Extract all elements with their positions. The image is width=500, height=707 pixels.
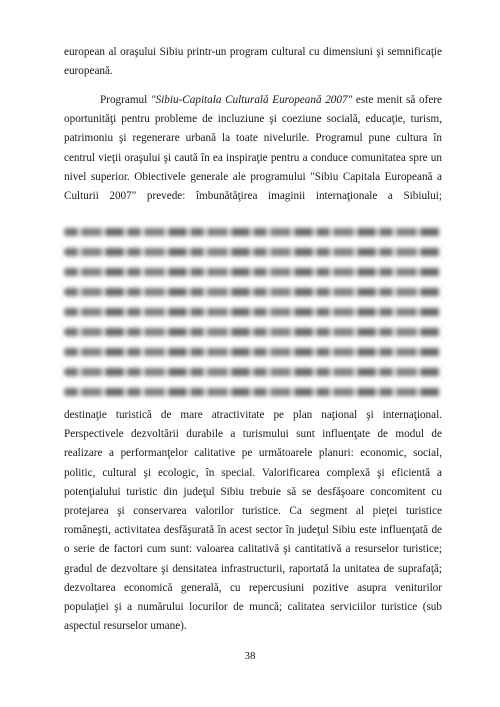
text-line: populaţiei şi a numărului locurilor de muncă; calitatea serviciilor turistice (sub: [64, 601, 442, 614]
text-fragment: este menit să ofere: [352, 94, 442, 106]
blurred-line: [64, 388, 442, 396]
text-line: realizare a performanţelor calitative pe următoarele planuri: economic, social,: [64, 447, 442, 460]
text-line: româneşti, activitatea desfăşurată în acest sector în judeţul Sibiu este influenţată de: [64, 524, 442, 537]
text-line: gradul de dezvoltare şi densitatea infrastructurii, raportată la unitatea de suprafaţă;: [64, 562, 442, 575]
blurred-line: [64, 348, 442, 356]
text-line: european al oraşului Sibiu printr-un program cultural cu dimensiuni şi semnificaţie: [64, 46, 442, 58]
text-line: dezvoltarea economică generală, cu repercusiuni pozitive asupra veniturilor: [64, 581, 442, 594]
text-line: centrul vieţii oraşului şi caută în ea inspiraţie pentru a conduce comunitatea spre un: [64, 151, 442, 164]
program-title: "Sibiu-Capitala Culturală Europeană 2007": [150, 94, 353, 106]
text-line: potenţialului turistic din judeţul Sibiu trebuie să se desfăşoare concomitent cu: [64, 485, 442, 498]
blurred-line: [64, 228, 442, 236]
blurred-line: [64, 248, 442, 256]
paragraph-2: [64, 91, 442, 206]
text-line: oportunităţi pentru probleme de incluziune şi coeziune socială, educaţie, turism,: [64, 113, 442, 126]
text-line: protejarea şi conservarea valorilor turistice. Ca segment al pieţei turistice: [64, 505, 442, 518]
text-line: o serie de factori cum sunt: valoarea calitativă şi cantitativă a resurselor turistice;: [64, 543, 442, 556]
text-line: destinaţie turistică de mare atractivitate pe plan naţional şi internaţional.: [64, 409, 442, 421]
blurred-line: [64, 268, 442, 276]
text-line: patrimoniu şi regenerare urbană la toate nivelurile. Programul pune cultura în: [64, 132, 442, 145]
text-line: nivel superior. Obiectivele generale ale programului "Sibiu Capitala Europeană a: [64, 170, 442, 183]
text-line: Perspectivele dezvoltării durabile a turismului sunt influenţate de modul de: [64, 428, 442, 441]
text-fragment: Programul: [100, 94, 151, 106]
blurred-line: [64, 288, 442, 296]
blurred-line: [64, 368, 442, 376]
blurred-line: [64, 308, 442, 316]
paragraph-3: [64, 406, 442, 636]
paragraph-1: [64, 43, 442, 81]
text-line: europeană.: [64, 65, 113, 78]
text-line: Culturii 2007" prevede: îmbunătăţirea imaginii internaţionale a Sibiului;: [64, 190, 442, 203]
page-number: 38: [244, 650, 256, 662]
blurred-text-region: [64, 222, 442, 405]
blurred-line: [64, 328, 442, 336]
text-line: aspectul resurselor umane).: [64, 620, 187, 633]
text-line-first: [64, 91, 442, 110]
text-line: politic, cultural şi ecologic, în special. Valorificarea complexă şi eficientă a: [64, 466, 442, 479]
